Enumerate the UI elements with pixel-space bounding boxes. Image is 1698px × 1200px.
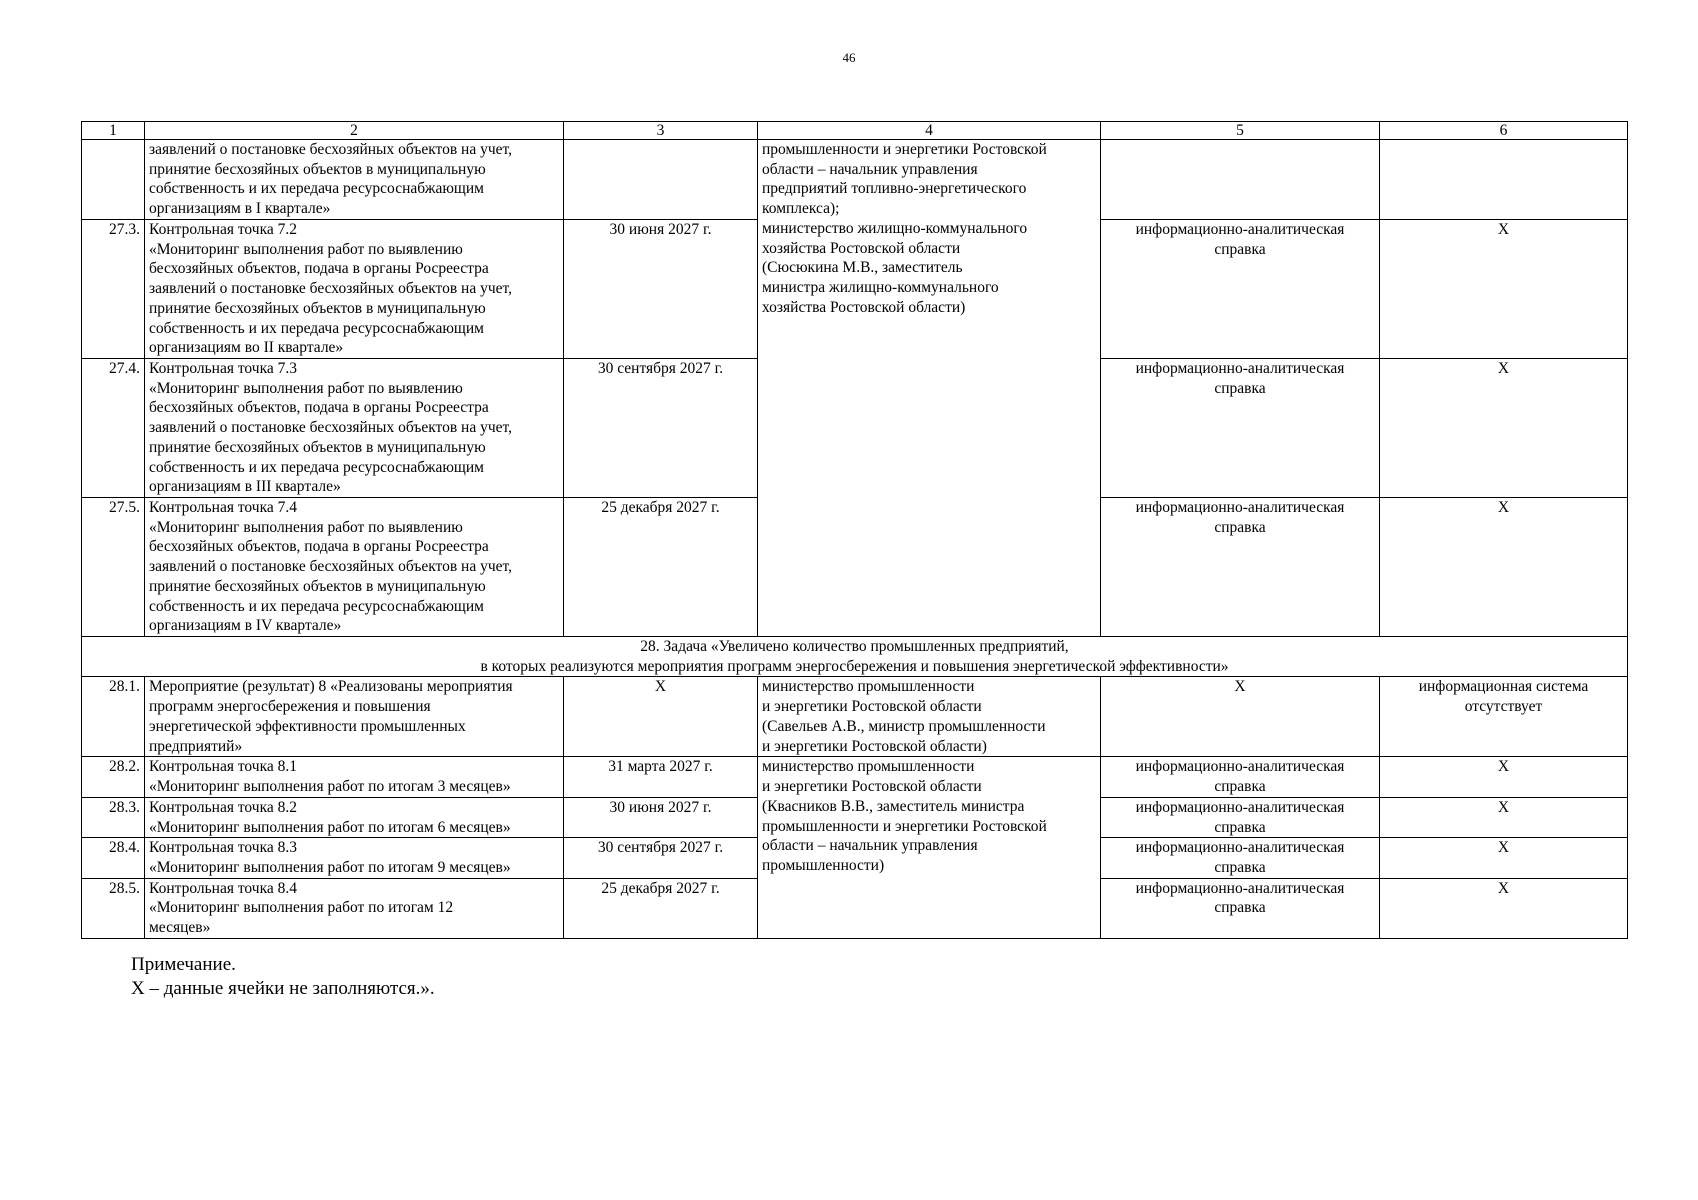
table-row (82, 140, 1628, 220)
column-number: 1 (82, 122, 145, 140)
table-row (82, 757, 1628, 797)
plan-table (81, 121, 1628, 939)
row-number: 28.4. (82, 838, 145, 878)
task-heading: 28. Задача «Увеличено количество промышленных предприятий, в которых реализуются мероприятия программ энергосбережения и повышения энергетической эффективности» (82, 637, 1628, 677)
row-document: информационно-аналитическая справка (1101, 757, 1380, 797)
row-number: 28.5. (82, 878, 145, 938)
row-responsible: министерство промышленности и энергетики Ростовской области (Квасников В.В., заместитель министра промышленности и энергетики Ростовской области – начальник управления промышленности) (758, 757, 1101, 938)
row-info-system: X (1380, 498, 1628, 637)
row-info-system: X (1380, 757, 1628, 797)
row-number: 27.3. (82, 220, 145, 359)
column-number: 4 (758, 122, 1101, 140)
row-text: Контрольная точка 8.1 «Мониторинг выполнения работ по итогам 3 месяцев» (145, 757, 564, 797)
row-document: информационно-аналитическая справка (1101, 498, 1380, 637)
row-document: информационно-аналитическая справка (1101, 220, 1380, 359)
row-number: 28.2. (82, 757, 145, 797)
row-text: Контрольная точка 7.2 «Мониторинг выполнения работ по выявлению бесхозяйных объектов, подача в органы Росреестра заявлений о постановке бесхозяйных объектов на учет, принятие бесхозяйных объектов в муниципальную собственность и их передача ресурсоснабжающим организациям во II квартале» (145, 220, 564, 359)
row-text: Контрольная точка 7.4 «Мониторинг выполнения работ по выявлению бесхозяйных объектов, подача в органы Росреестра заявлений о постановке бесхозяйных объектов на учет, принятие бесхозяйных объектов в муниципальную собственность и их передача ресурсоснабжающим организациям в IV квартале» (145, 498, 564, 637)
row-number: 27.5. (82, 498, 145, 637)
row-date: X (564, 677, 758, 757)
row-date: 30 сентября 2027 г. (564, 359, 758, 498)
row-info-system: X (1380, 878, 1628, 938)
row-info-system: X (1380, 797, 1628, 837)
row-responsible: министерство промышленности и энергетики Ростовской области (Савельев А.В., министр промышленности и энергетики Ростовской области) (758, 677, 1101, 757)
column-number: 2 (145, 122, 564, 140)
row-info-system (1380, 140, 1628, 220)
row-number: 27.4. (82, 359, 145, 498)
row-text: Контрольная точка 8.4 «Мониторинг выполнения работ по итогам 12 месяцев» (145, 878, 564, 938)
row-info-system: X (1380, 838, 1628, 878)
row-date: 25 декабря 2027 г. (564, 878, 758, 938)
task-heading-row (82, 637, 1628, 677)
column-number: 5 (1101, 122, 1380, 140)
row-text: Контрольная точка 7.3 «Мониторинг выполнения работ по выявлению бесхозяйных объектов, подача в органы Росреестра заявлений о постановке бесхозяйных объектов на учет, принятие бесхозяйных объектов в муниципальную собственность и их передача ресурсоснабжающим организациям в III квартале» (145, 359, 564, 498)
column-number: 3 (564, 122, 758, 140)
row-date: 25 декабря 2027 г. (564, 498, 758, 637)
row-document (1101, 140, 1380, 220)
column-number: 6 (1380, 122, 1628, 140)
note-text: X – данные ячейки не заполняются.». (131, 978, 435, 999)
row-date (564, 140, 758, 220)
column-numbers-row (82, 122, 1628, 140)
row-document: информационно-аналитическая справка (1101, 359, 1380, 498)
row-number: 28.1. (82, 677, 145, 757)
row-document: информационно-аналитическая справка (1101, 797, 1380, 837)
note (131, 953, 435, 1001)
row-date: 30 июня 2027 г. (564, 220, 758, 359)
row-info-system: информационная система отсутствует (1380, 677, 1628, 757)
row-text: Контрольная точка 8.3 «Мониторинг выполнения работ по итогам 9 месяцев» (145, 838, 564, 878)
row-date: 31 марта 2027 г. (564, 757, 758, 797)
row-number: 28.3. (82, 797, 145, 837)
row-document: информационно-аналитическая справка (1101, 878, 1380, 938)
note-title: Примечание. (131, 954, 236, 975)
row-date: 30 сентября 2027 г. (564, 838, 758, 878)
row-document: информационно-аналитическая справка (1101, 838, 1380, 878)
page-number: 46 (842, 50, 856, 65)
row-text: Контрольная точка 8.2 «Мониторинг выполнения работ по итогам 6 месяцев» (145, 797, 564, 837)
row-text: Мероприятие (результат) 8 «Реализованы мероприятия программ энергосбережения и повышения энергетической эффективности промышленных предприятий» (145, 677, 564, 757)
row-info-system: X (1380, 359, 1628, 498)
row-responsible: промышленности и энергетики Ростовской области – начальник управления предприятий топливно-энергетического комплекса); министерство жилищно-коммунального хозяйства Ростовской области (Сюсюкина М.В., заместитель министра жилищно-коммунального хозяйства Ростовской области) (758, 140, 1101, 637)
row-text: заявлений о постановке бесхозяйных объектов на учет, принятие бесхозяйных объектов в муниципальную собственность и их передача ресурсоснабжающим организациям в I квартале» (145, 140, 564, 220)
row-number-cell (82, 140, 145, 220)
row-date: 30 июня 2027 г. (564, 797, 758, 837)
row-info-system: X (1380, 220, 1628, 359)
table-row (82, 677, 1628, 757)
row-document: X (1101, 677, 1380, 757)
